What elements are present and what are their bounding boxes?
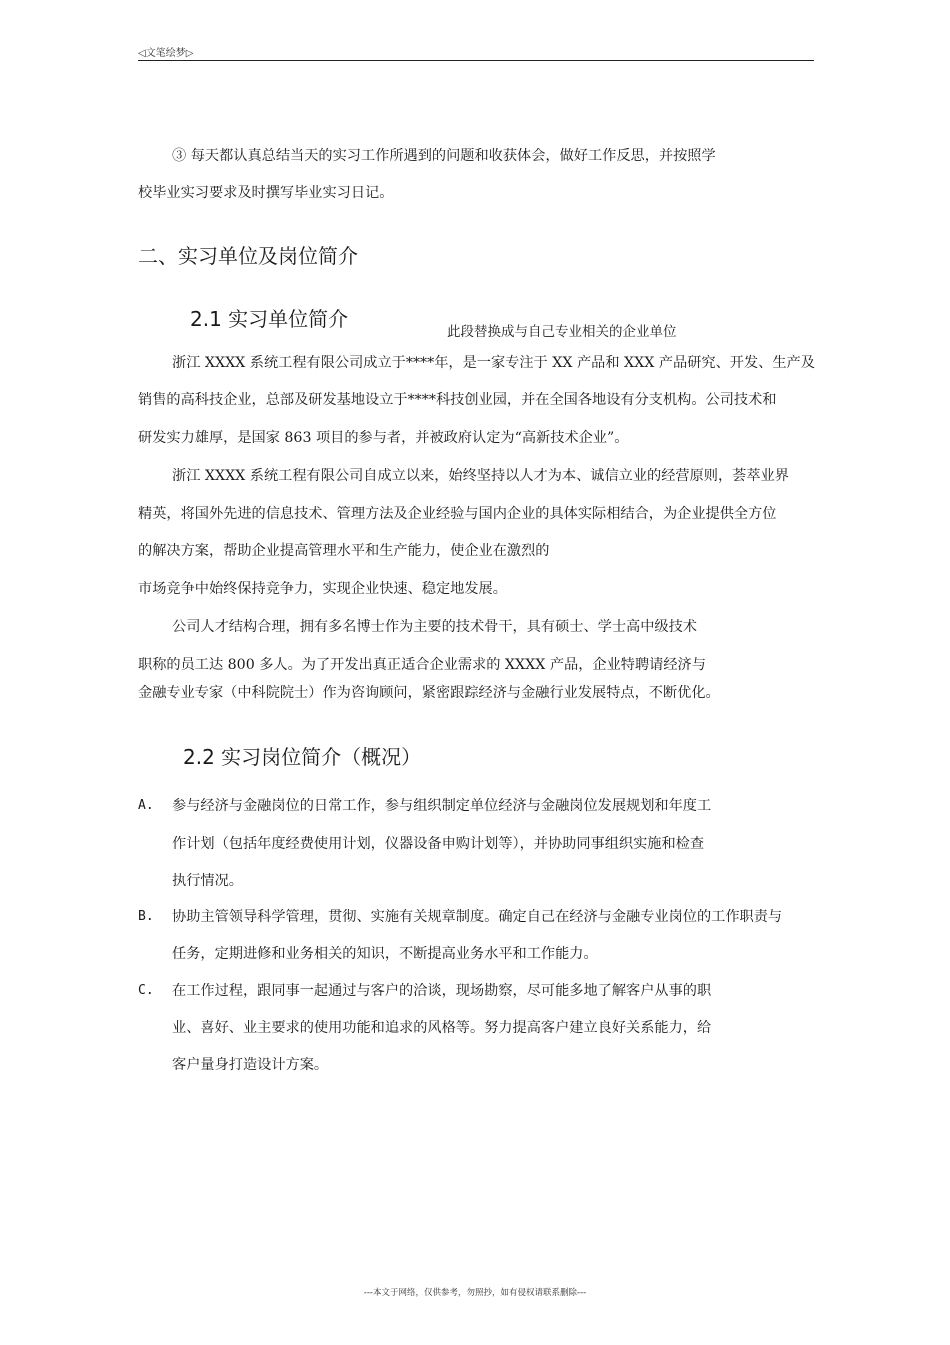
replace-note: 此段替换成与自己专业相关的企业单位 xyxy=(447,324,677,340)
paragraph-line: 公司人才结构合理，拥有多名博士作为主要的技术骨干，具有硕士、学士高中级技术 xyxy=(172,619,697,635)
header-divider xyxy=(138,60,814,61)
list-marker-b: B. xyxy=(138,909,154,924)
list-item-c-line: 客户量身打造设计方案。 xyxy=(172,1057,329,1073)
intro-line-2: 校毕业实习要求及时撰写毕业实习日记。 xyxy=(138,185,394,201)
paragraph-line: 金融专业专家（中科院院士）作为咨询顾问，紧密跟踪经济与金融行业发展特点，不断优化。 xyxy=(138,685,720,701)
paragraph-line: 职称的员工达 800 多人。为了开发出真正适合企业需求的 XXXX 产品，企业特聘请经济与 xyxy=(138,657,706,673)
paragraph-line: 浙江 XXXX 系统工程有限公司自成立以来，始终坚持以人才为本、诚信立业的经营原则，荟萃业界 xyxy=(172,468,789,484)
page-header: ◁文笔绘梦▷ xyxy=(138,48,194,59)
paragraph-line: 精英，将国外先进的信息技术、管理方法及企业经验与国内企业的具体实际相结合，为企业提供全方位 xyxy=(138,506,777,522)
list-item-b-line: 协助主管领导科学管理，贯彻、实施有关规章制度。确定自己在经济与金融专业岗位的工作职责与 xyxy=(172,909,783,925)
page-footer: ---本文于网络，仅供参考，勿照抄，如有侵权请联系删除--- xyxy=(363,1288,587,1298)
subsection-heading-2-2: 2.2 实习岗位简介（概况） xyxy=(183,745,422,769)
list-item-a-line: 参与经济与金融岗位的日常工作，参与组织制定单位经济与金融岗位发展规划和年度工 xyxy=(172,798,712,814)
list-item-a-line: 执行情况。 xyxy=(172,873,243,889)
list-item-c-line: 业、喜好、业主要求的使用功能和追求的风格等。努力提高客户建立良好关系能力，给 xyxy=(172,1020,712,1036)
list-item-a-line: 作计划（包括年度经费使用计划，仪器设备申购计划等），并协助同事组织实施和检查 xyxy=(172,836,705,852)
list-item-c-line: 在工作过程，跟同事一起通过与客户的洽谈，现场勘察，尽可能多地了解客户从事的职 xyxy=(172,983,712,999)
paragraph-line: 浙江 XXXX 系统工程有限公司成立于****年，是一家专注于 XX 产品和 XXX 产品研究、开发、生产及 xyxy=(172,355,815,371)
subsection-heading-2-1: 2.1 实习单位简介 xyxy=(190,307,349,331)
section-heading: 二、实习单位及岗位简介 xyxy=(138,244,358,268)
paragraph-line: 的解决方案，帮助企业提高管理水平和生产能力，使企业在激烈的 xyxy=(138,543,550,559)
list-marker-a: A. xyxy=(138,798,154,813)
paragraph-line: 研发实力雄厚，是国家 863 项目的参与者，并被政府认定为“高新技术企业”。 xyxy=(138,430,629,446)
list-marker-c: C. xyxy=(138,983,154,998)
intro-line-1: ③ 每天都认真总结当天的实习工作所遇到的问题和收获体会，做好工作反思，并按照学 xyxy=(172,148,716,164)
paragraph-line: 销售的高科技企业，总部及研发基地设立于****科技创业园，并在全国各地设有分支机构。公司技术和 xyxy=(138,392,777,408)
list-item-b-line: 任务，定期进修和业务相关的知识，不断提高业务水平和工作能力。 xyxy=(172,946,598,962)
paragraph-line: 市场竞争中始终保持竞争力，实现企业快速、稳定地发展。 xyxy=(138,581,507,597)
